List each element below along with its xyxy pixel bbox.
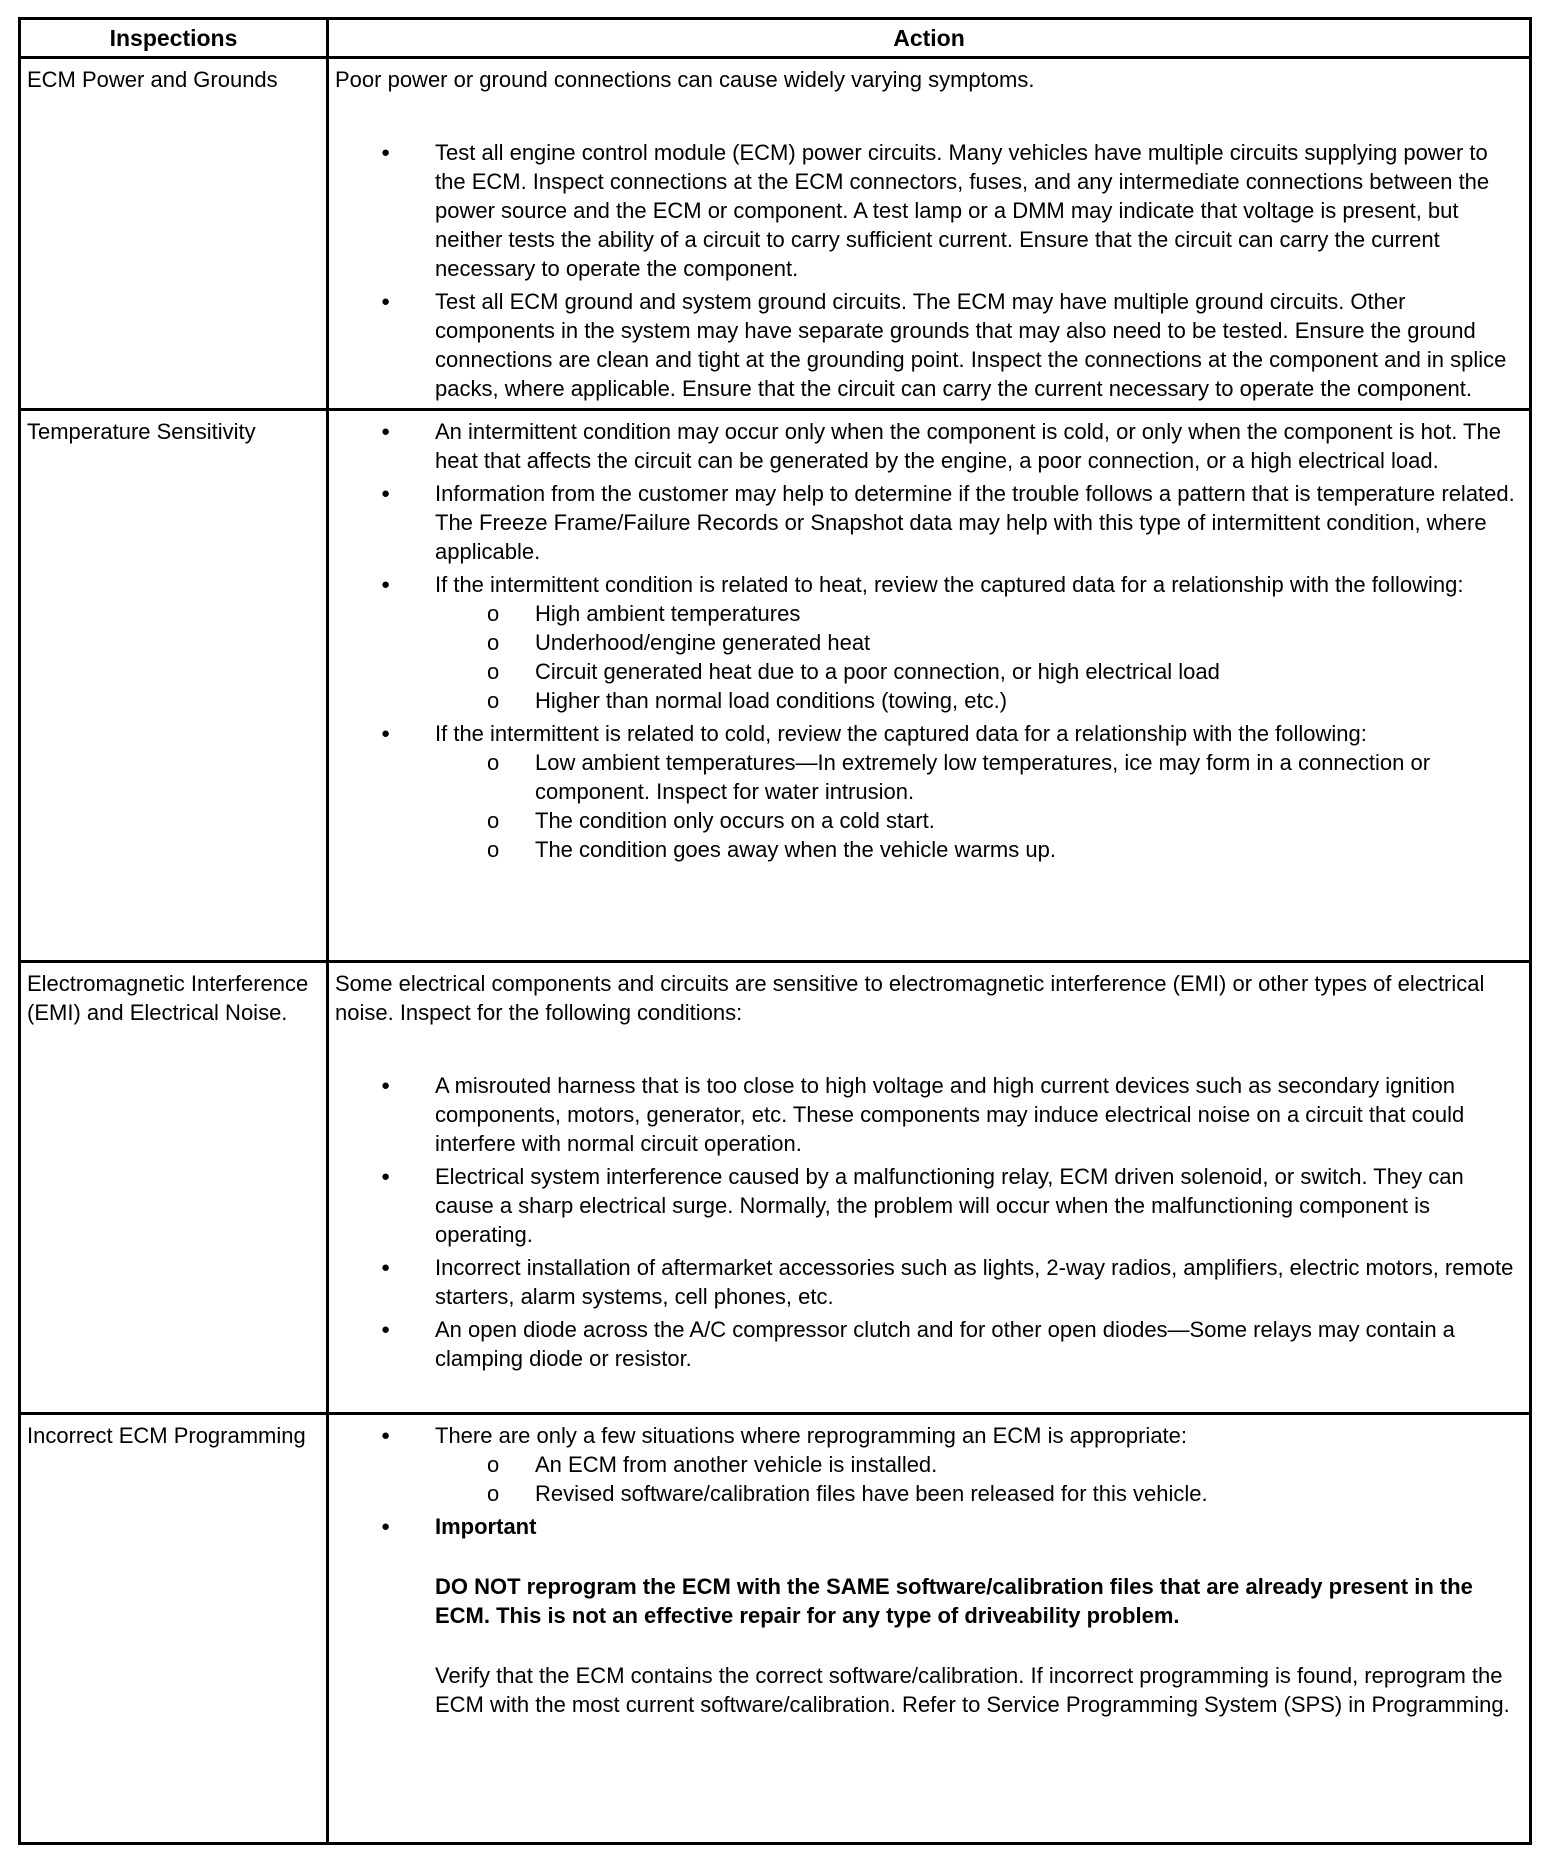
- table-row: [20, 58, 1531, 410]
- inspection-cell: Electromagnetic Interference (EMI) and Electrical Noise.: [20, 962, 328, 1414]
- bullet-item: ● A misrouted harness that is too close to high voltage and high current devices such as secondary ignition components, motors, generator, etc. These components may induce electrical noise on a circuit that could interfere with normal circuit operation.: [335, 1071, 1521, 1158]
- inspection-cell: ECM Power and Grounds: [20, 58, 328, 410]
- inspection-cell: Incorrect ECM Programming: [20, 1414, 328, 1844]
- sub-item: o Revised software/calibration files have been released for this vehicle.: [435, 1479, 1521, 1508]
- action-cell: [328, 962, 1531, 1414]
- header-inspections: Inspections: [20, 19, 328, 58]
- bullet-item: ● An intermittent condition may occur only when the component is cold, or only when the component is hot. The heat that affects the circuit can be generated by the engine, a poor connection, or a high electrical load.: [335, 417, 1521, 475]
- sub-item: o The condition goes away when the vehicle warms up.: [435, 835, 1521, 864]
- sub-item: o Circuit generated heat due to a poor connection, or high electrical load: [435, 657, 1521, 686]
- sub-item: o The condition only occurs on a cold start.: [435, 806, 1521, 835]
- bullet-text: If the intermittent condition is related to heat, review the captured data for a relationship with the following:: [435, 572, 1464, 597]
- inspection-table: [18, 17, 1532, 1845]
- bullet-list: [335, 138, 1521, 403]
- bullet-list: [335, 417, 1521, 864]
- sub-list: [435, 748, 1521, 864]
- bullet-text: If the intermittent is related to cold, review the captured data for a relationship with the following:: [435, 721, 1367, 746]
- bullet-item: [335, 1421, 1521, 1508]
- bullet-item: ● Test all engine control module (ECM) power circuits. Many vehicles have multiple circuits supplying power to the ECM. Inspect connections at the ECM connectors, fuses, and any intermediate connections between the power source and the ECM or component. A test lamp or a DMM may indicate that voltage is present, but neither tests the ability of a circuit to carry sufficient current. Ensure that the circuit can carry the current necessary to operate the component.: [335, 138, 1521, 283]
- action-intro: Some electrical components and circuits are sensitive to electromagnetic interference (EMI) or other types of electrical noise. Inspect for the following conditions:: [335, 971, 1485, 1025]
- bullet-list: [335, 1421, 1521, 1719]
- sub-item: o Higher than normal load conditions (towing, etc.): [435, 686, 1521, 715]
- bullet-item: ● Electrical system interference caused by a malfunctioning relay, ECM driven solenoid, or switch. They can cause a sharp electrical surge. Normally, the problem will occur when the malfunctioning component is operating.: [335, 1162, 1521, 1249]
- table-row: [20, 410, 1531, 962]
- bullet-item: ● An open diode across the A/C compressor clutch and for other open diodes—Some relays may contain a clamping diode or resistor.: [335, 1315, 1521, 1373]
- bullet-item: ● Information from the customer may help to determine if the trouble follows a pattern that is temperature related. The Freeze Frame/Failure Records or Snapshot data may help with this type of intermittent condition, where applicable.: [335, 479, 1521, 566]
- bullet-item: [335, 1512, 1521, 1719]
- table-row: [20, 962, 1531, 1414]
- sub-list: [435, 1450, 1521, 1508]
- action-cell: [328, 58, 1531, 410]
- bullet-list: [335, 1071, 1521, 1373]
- sub-item: o Underhood/engine generated heat: [435, 628, 1521, 657]
- important-text: DO NOT reprogram the ECM with the SAME software/calibration files that are already present in the ECM. This is not an effective repair for any type of driveability problem.: [435, 1574, 1473, 1628]
- important-label: ● Important: [435, 1514, 537, 1539]
- action-intro: Poor power or ground connections can cause widely varying symptoms.: [335, 67, 1035, 92]
- sub-item: o Low ambient temperatures—In extremely low temperatures, ice may form in a connection or component. Inspect for water intrusion.: [435, 748, 1521, 806]
- bullet-item: ● Test all ECM ground and system ground circuits. The ECM may have multiple ground circuits. Other components in the system may have separate grounds that may also need to be tested. Ensure the ground connections are clean and tight at the grounding point. Inspect the connections at the component and in splice packs, where applicable. Ensure that the circuit can carry the current necessary to operate the component.: [335, 287, 1521, 403]
- bullet-item: [335, 570, 1521, 715]
- action-cell: [328, 410, 1531, 962]
- bullet-item: ● Incorrect installation of aftermarket accessories such as lights, 2-way radios, amplifiers, electric motors, remote starters, alarm systems, cell phones, etc.: [335, 1253, 1521, 1311]
- verify-text: Verify that the ECM contains the correct software/calibration. If incorrect programming is found, reprogram the ECM with the most current software/calibration. Refer to Service Programming System (SPS) in Programming.: [435, 1663, 1510, 1717]
- sub-list: [435, 599, 1521, 715]
- inspection-cell: Temperature Sensitivity: [20, 410, 328, 962]
- header-action: Action: [328, 19, 1531, 58]
- sub-item: o High ambient temperatures: [435, 599, 1521, 628]
- table-row: [20, 1414, 1531, 1844]
- bullet-text: There are only a few situations where reprogramming an ECM is appropriate:: [435, 1423, 1188, 1448]
- header-row: [20, 19, 1531, 58]
- action-cell: [328, 1414, 1531, 1844]
- sub-item: o An ECM from another vehicle is installed.: [435, 1450, 1521, 1479]
- bullet-item: [335, 719, 1521, 864]
